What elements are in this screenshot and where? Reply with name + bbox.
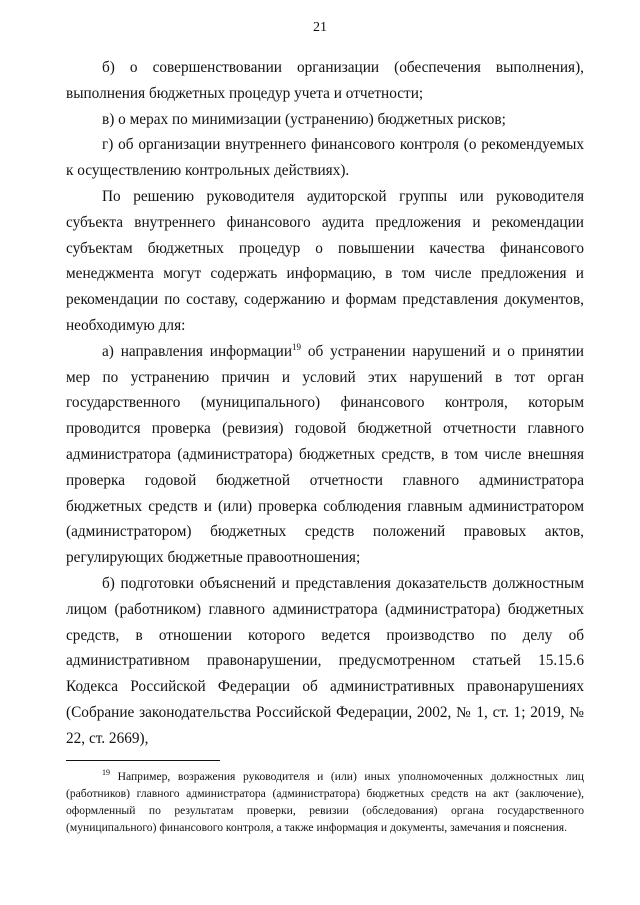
paragraph-a-text-start: а) направления информации [102, 342, 293, 360]
paragraph-a-text-end: об устранении нарушений и о принятии мер по устранению причин и условий этих нарушений в тот орган государственного (муниципального) финансового контроля, которым проводится проверка (ревизия) годовой бюджетной отчетности главного администратора (администратора) бюджетных средств, в том числе внешняя проверка годовой бюджетной отчетности главного администратора бюджетных средств и (или) проверка соблюдения главным администратором (администратором) бюджетных средств положений правовых актов, регулирующих бюджетные правоотношения; [66, 342, 584, 567]
footnote-separator [66, 760, 220, 761]
footnote-number: 19 [102, 768, 110, 778]
body-text [66, 55, 584, 752]
page-number: 21 [313, 20, 327, 35]
paragraph-decision: По решению руководителя аудиторской группы или руководителя субъекта внутреннего финансового аудита предложения и рекомендации субъектам бюджетных процедур о повышении качества финансового менеджмента могут содержать информацию, в том числе предложения и рекомендации по составу, содержанию и формам представления документов, необходимую для: [66, 187, 584, 334]
paragraph-g-internal-control: г) об организации внутреннего финансового контроля (о рекомендуемых к осуществлению контрольных действиях). [66, 136, 584, 180]
paragraph-a-information [66, 339, 584, 571]
paragraph-v-risks: в) о мерах по минимизации (устранению) бюджетных рисков; [102, 110, 506, 128]
paragraph-b-explanations: б) подготовки объяснений и представления доказательств должностным лицом (работником) главного администратора (администратора) бюджетных средств, в отношении которого ведется производство по делу об административном правонарушении, предусмотренном статьей 15.15.6 Кодекса Российской Федерации об административных правонарушениях (Собрание законодательства Российской Федерации, 2002, № 1, ст. 1; 2019, № 22, ст. 2669), [66, 574, 584, 747]
footnote-reference[interactable]: 19 [292, 341, 302, 352]
footnote-text: Например, возражения руководителя и (или) иных уполномоченных должностных лиц (работников) главного администратора (администратора) бюджетных средств на акт (заключение), оформленный по результатам проверки, ревизии (обследования) органа государственного (муниципального) финансового контроля, а также информация и документы, замечания и пояснения. [66, 770, 584, 834]
footnote [66, 768, 584, 836]
paragraph-b-improvement: б) о совершенствовании организации (обеспечения выполнения), выполнения бюджетных процедур учета и отчетности; [66, 59, 584, 102]
